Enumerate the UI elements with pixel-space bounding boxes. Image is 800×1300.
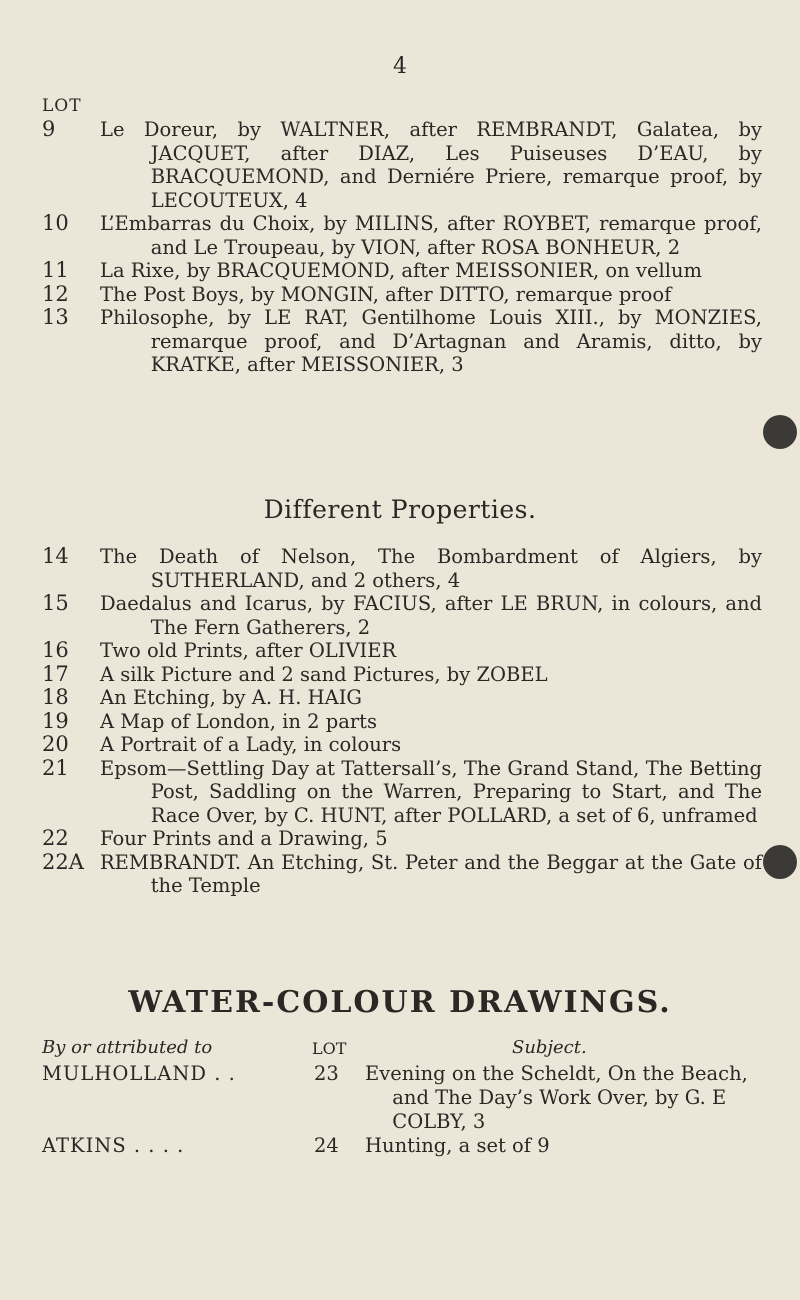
lot-number: 22A [42, 849, 84, 874]
list-item [42, 118, 762, 212]
lot-number: 10 [42, 211, 69, 235]
page-number: 4 [393, 54, 407, 79]
lot-column-header: LOT [42, 96, 82, 116]
lot-number: 17 [42, 661, 69, 686]
subject-text: Evening on the Scheldt, On the Beach, and The Day’s Work Over, by G. E COLBY, 3 [365, 1062, 748, 1133]
lot-description: Four Prints and a Drawing, 5 [100, 827, 388, 850]
section-title: Different Properties. [263, 495, 537, 524]
lot-number: 22 [42, 826, 69, 850]
lots-list-b [42, 545, 762, 898]
lot-description: The Death of Nelson, The Bombardment of Algiers, by SUTHERLAND, and 2 others, 4 [100, 545, 762, 592]
lot-description: Epsom—Settling Day at Tattersall’s, The Grand Stand, The Betting Post, Saddling on the Warren, Preparing to Start, and The Race Over, by C. HUNT, after POLLARD, a set of 6, unframed [100, 756, 762, 827]
lot-number: 9 [42, 117, 56, 141]
lot-description: L’Embarras du Choix, by MILINS, after ROYBET, remarque proof, and Le Troupeau, by VION, after ROSA BONHEUR, 2 [100, 212, 762, 259]
lot-number: 23 [314, 1062, 339, 1085]
lot-number: 19 [42, 708, 69, 733]
list-item [42, 545, 762, 592]
lot-number: 21 [42, 755, 69, 780]
list-item [42, 827, 762, 851]
lot-description: Two old Prints, after OLIVIER [100, 639, 397, 662]
lot-number: 14 [42, 544, 69, 568]
lots-list-a [42, 118, 762, 377]
artist-name: ATKINS . . . . [42, 1134, 185, 1157]
lot-description: A silk Picture and 2 sand Pictures, by ZOBEL [100, 662, 548, 686]
punch-hole [763, 415, 797, 449]
watercolour-title: WATER-COLOUR DRAWINGS. [128, 985, 672, 1020]
lot-description: La Rixe, by BRACQUEMOND, after MEISSONIER, on vellum [100, 259, 703, 282]
header-lot: LOT [312, 1039, 347, 1058]
list-item [42, 851, 762, 898]
list-item [42, 733, 762, 757]
lot-description: Daedalus and Icarus, by FACIUS, after LE BRUN, in colours, and The Fern Gatherers, 2 [100, 592, 762, 639]
lot-description: A Portrait of a Lady, in colours [100, 733, 402, 756]
lot-number: 24 [314, 1134, 339, 1157]
lot-description: REMBRANDT. An Etching, St. Peter and the Beggar at the Gate of the Temple [100, 850, 762, 897]
lot-number: 12 [42, 281, 69, 306]
lot-number: 15 [42, 591, 69, 615]
lot-number: 18 [42, 685, 69, 709]
lot-number: 16 [42, 638, 69, 662]
header-artist: By or attributed to [42, 1037, 213, 1058]
list-item [42, 686, 762, 710]
lot-description: The Post Boys, by MONGIN, after DITTO, remarque proof [100, 282, 672, 306]
subject-text: Hunting, a set of 9 [365, 1134, 550, 1157]
list-item [42, 259, 762, 283]
list-item [42, 663, 762, 687]
lot-description: Le Doreur, by WALTNER, after REMBRANDT, Galatea, by JACQUET, after DIAZ, Les Puiseuses D’EAU, by BRACQUEMOND, and Derniére Priere, remarque proof, by LECOUTEUX, 4 [100, 118, 762, 212]
artist-name: MULHOLLAND . . [42, 1062, 236, 1085]
list-item [42, 757, 762, 828]
lot-description: An Etching, by A. H. HAIG [100, 686, 363, 709]
list-item [42, 283, 762, 307]
lot-number: 13 [42, 305, 69, 329]
header-subject: Subject. [512, 1037, 587, 1058]
list-item [42, 639, 762, 663]
list-item [42, 710, 762, 734]
lot-number: 20 [42, 732, 69, 756]
lot-number: 11 [42, 258, 69, 282]
punch-hole [763, 845, 797, 879]
list-item [42, 212, 762, 259]
list-item [42, 592, 762, 639]
lot-description: Philosophe, by LE RAT, Gentilhome Louis XIII., by MONZIES, remarque proof, and D’Artagnan and Aramis, ditto, by KRATKE, after MEISSONIER, 3 [100, 306, 762, 376]
list-item [42, 306, 762, 377]
lot-description: A Map of London, in 2 parts [100, 709, 378, 733]
